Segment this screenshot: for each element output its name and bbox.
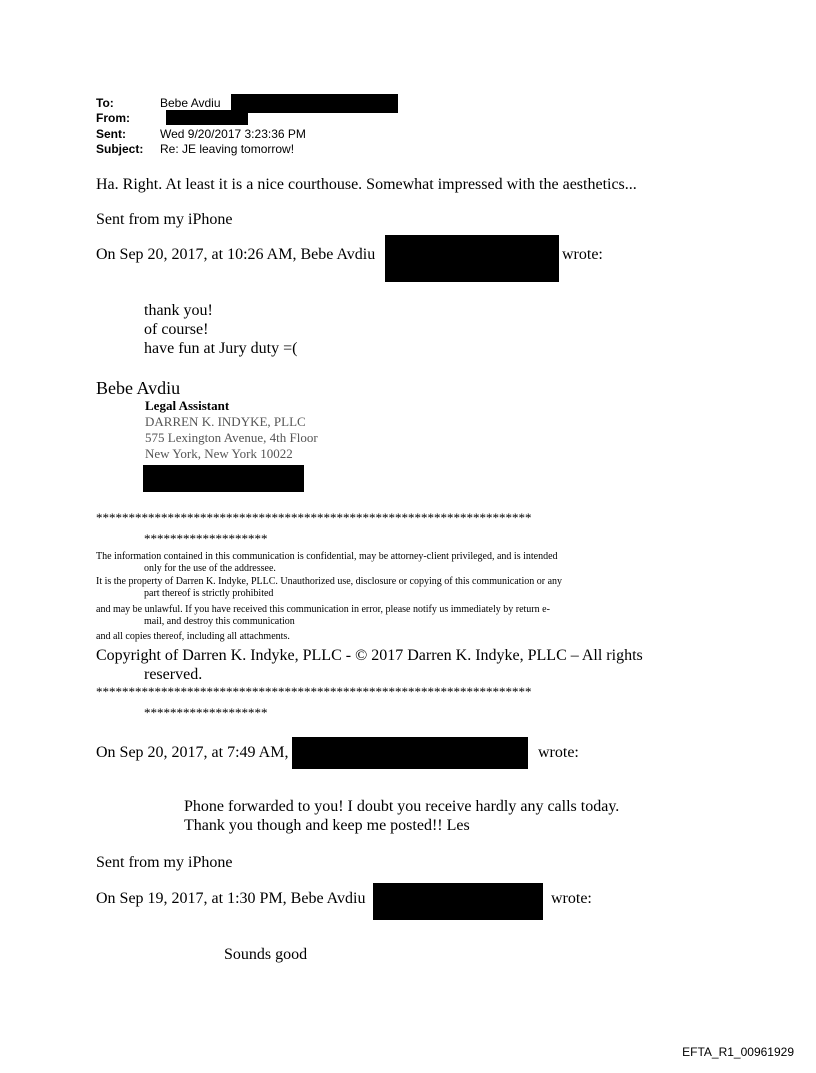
to-label: To: (96, 96, 114, 110)
redaction-box (385, 235, 559, 282)
redaction-box (292, 737, 528, 769)
message-body: Ha. Right. At least it is a nice courthouse. Somewhat impressed with the aesthetics... (96, 176, 637, 193)
signature-company: DARREN K. INDYKE, PLLC (145, 414, 306, 429)
quote-line: Thank you though and keep me posted!! Les (184, 817, 470, 834)
sent-from-iphone: Sent from my iPhone (96, 854, 233, 871)
to-value: Bebe Avdiu (160, 96, 221, 110)
document-id: EFTA_R1_00961929 (682, 1045, 794, 1059)
quote-line: thank you! (144, 302, 213, 319)
redaction-box (373, 883, 543, 920)
subject-label: Subject: (96, 142, 144, 156)
disclaimer-line: only for the use of the addressee. (144, 563, 276, 574)
redaction-box (231, 94, 398, 113)
signature-name: Bebe Avdiu (96, 378, 181, 398)
stars-separator: ******************* (144, 531, 268, 546)
disclaimer-line: The information contained in this communication is confidential, may be attorney-client privileged, and is intended (96, 551, 558, 562)
signature-city: New York, New York 10022 (145, 446, 293, 461)
redaction-box (143, 465, 304, 492)
from-label: From: (96, 111, 130, 125)
quote-line: have fun at Jury duty =( (144, 340, 298, 357)
copyright-line: Copyright of Darren K. Indyke, PLLC - © 2017 Darren K. Indyke, PLLC – All rights (96, 647, 643, 664)
signature-title: Legal Assistant (145, 398, 230, 413)
quote-intro: On Sep 20, 2017, at 10:26 AM, Bebe Avdiu (96, 246, 376, 263)
quote-line: Sounds good (224, 946, 308, 963)
disclaimer-line: mail, and destroy this communication (144, 616, 295, 627)
quote-intro: On Sep 19, 2017, at 1:30 PM, Bebe Avdiu (96, 890, 366, 907)
stars-separator: ******************************************************************* (96, 510, 532, 525)
quote-intro: On Sep 20, 2017, at 7:49 AM, (96, 744, 289, 761)
quote-line: of course! (144, 321, 209, 338)
sent-value: Wed 9/20/2017 3:23:36 PM (160, 127, 306, 141)
quote-wrote: wrote: (562, 246, 603, 263)
sent-label: Sent: (96, 127, 126, 141)
quote-wrote: wrote: (551, 890, 592, 907)
copyright-line: reserved. (144, 666, 203, 683)
disclaimer-line: It is the property of Darren K. Indyke, PLLC. Unauthorized use, disclosure or copying of this communication or any (96, 576, 563, 587)
stars-separator: ******************* (144, 705, 268, 720)
disclaimer-line: part thereof is strictly prohibited (144, 588, 274, 599)
stars-separator: ******************************************************************* (96, 684, 532, 699)
disclaimer-line: and all copies thereof, including all attachments. (96, 631, 290, 642)
quote-line: Phone forwarded to you! I doubt you receive hardly any calls today. (184, 798, 620, 815)
signature-address: 575 Lexington Avenue, 4th Floor (145, 430, 318, 445)
sent-from-iphone: Sent from my iPhone (96, 211, 233, 228)
subject-value: Re: JE leaving tomorrow! (160, 142, 295, 156)
redaction-box (166, 110, 248, 125)
quote-wrote: wrote: (538, 744, 579, 761)
disclaimer-line: and may be unlawful. If you have received this communication in error, please notify us immediately by return e- (96, 604, 550, 615)
